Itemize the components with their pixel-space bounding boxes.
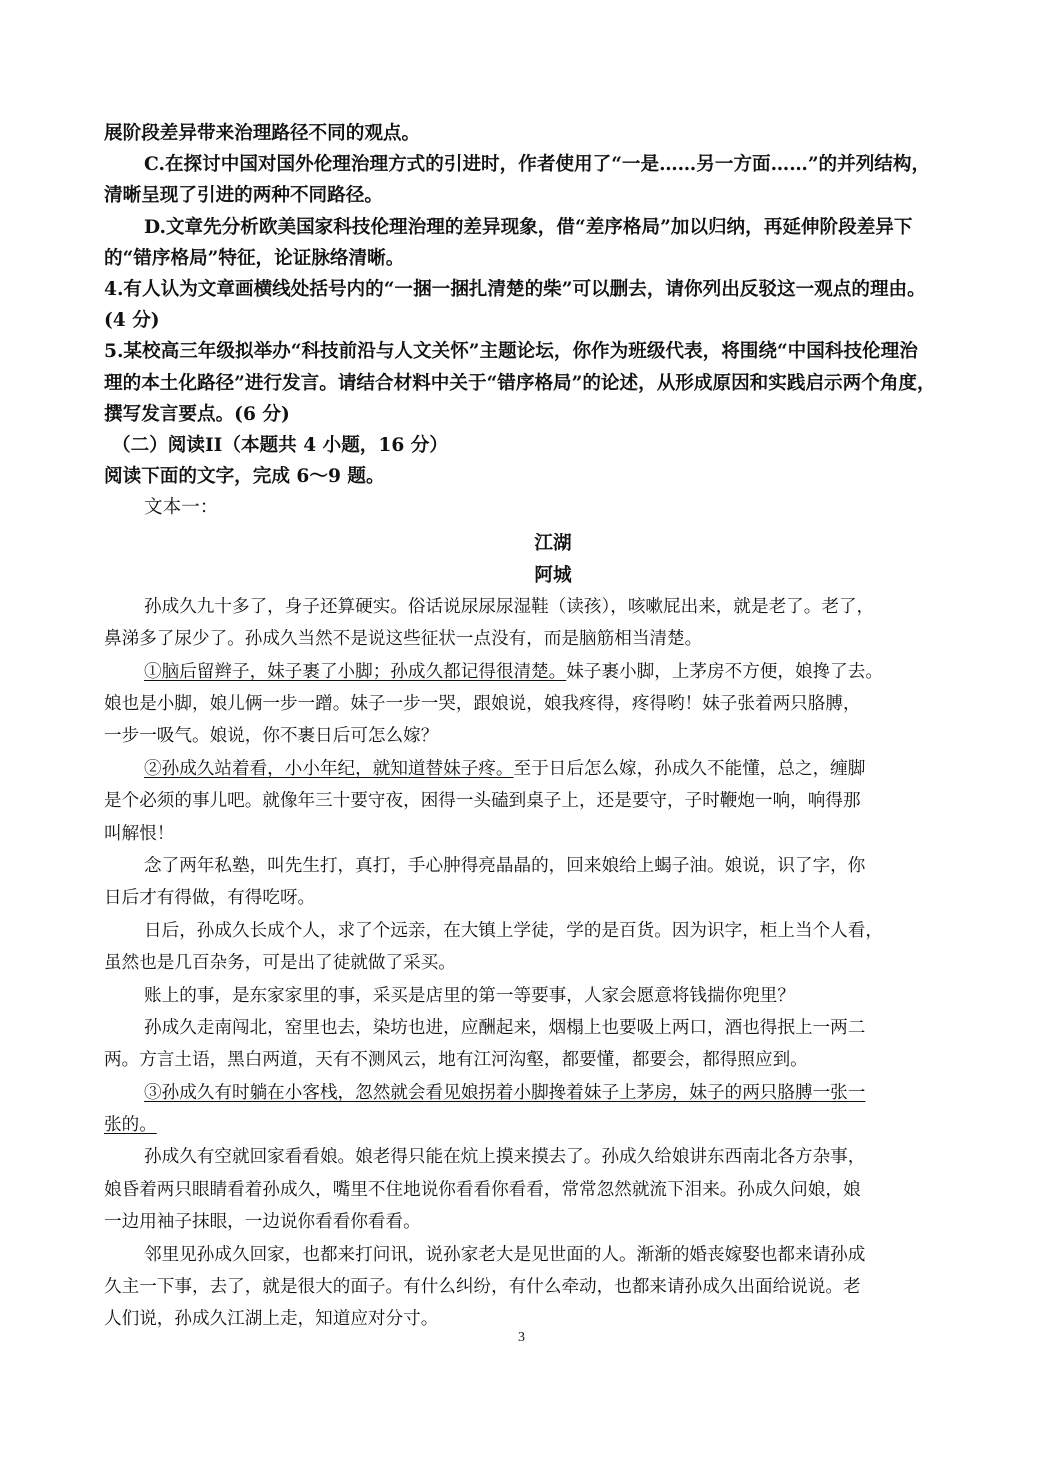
question-5-line-1: 5.某校高三年级拟举办“科技前沿与人文关怀”主题论坛，你作为班级代表，将围绕“中国科技伦理治: [104, 341, 918, 363]
paragraph-line: [104, 1077, 1002, 1109]
paragraph-line: [104, 656, 1002, 688]
paragraph-line: [104, 1109, 1002, 1141]
underlined-sentence-1: ①脑后留辫子，妹子裹了小脚；孙成久都记得很清楚。: [144, 661, 567, 682]
paragraph-line: [104, 753, 1002, 785]
option-c-line-2: 清晰呈现了引进的两种不同路径。: [104, 185, 383, 207]
paragraph-line: 孙成久有空就回家看看娘。娘老得只能在炕上摸来摸去了。孙成久给娘讲东西南北各方杂事，: [144, 1147, 866, 1168]
paragraph-line: 是个必须的事儿吧。就像年三十要守夜，困得一头磕到桌子上，还是要守，子时鞭炮一响，响得那: [104, 791, 861, 812]
paragraph-line: 一步一吸气。娘说，你不裹日后可怎么嫁？: [104, 726, 439, 747]
paragraph-line: 叫解恨！: [104, 823, 175, 844]
paragraph-line: 久主一下事，去了，就是很大的面子。有什么纠纷，有什么牵动，也都来请孙成久出面给说说。老: [104, 1277, 861, 1298]
question-4-line-2: (4 分): [104, 310, 160, 332]
story-body: [104, 591, 1002, 1336]
option-d-line-2: 的“错序格局”特征，论证脉络清晰。: [104, 247, 405, 269]
paragraph-line: 孙成久九十多了，身子还算硬实。俗话说尿尿尿湿鞋（读孩），咳嗽屁出来，就是老了。老了，: [144, 596, 875, 617]
text-label: 文本一：: [144, 497, 219, 519]
paragraph-line: 日后才有得做，有得吃呀。: [104, 888, 316, 909]
option-d-line-1: D.文章先分析欧美国家科技伦理治理的差异现象，借“差序格局”加以归纳，再延伸阶段差异下: [144, 216, 913, 238]
paragraph-line: 娘也是小脚，娘儿俩一步一蹭。妹子一步一哭，跟娘说，娘我疼得，疼得哟！妹子张着两只胳膊，: [104, 693, 861, 714]
paragraph-line: 娘昏着两只眼睛看着孙成久，嘴里不住地说你看看你看看，常常忽然就流下泪来。孙成久问娘，娘: [104, 1179, 861, 1200]
paragraph-line: 人们说，孙成久江湖上走，知道应对分寸。: [104, 1309, 439, 1330]
paragraph-line: 孙成久走南闯北，窑里也去，染坊也进，应酬起来，烟榻上也要吸上两口，酒也得抿上一两二: [144, 1017, 866, 1038]
paragraph-line: 账上的事，是东家家里的事，采买是店里的第一等要事，人家会愿意将钱揣你兜里？: [144, 985, 795, 1006]
paragraph-line: 一边用袖子抹眼，一边说你看看你看看。: [104, 1212, 421, 1233]
underlined-sentence-3-end: 张的。: [104, 1115, 157, 1136]
option-c-line-1: C.在探讨中国对国外伦理治理方式的引进时，作者使用了“一是……另一方面……”的并列结构，: [144, 154, 931, 176]
paragraph-line: 日后，孙成久长成个人，求了个远亲，在大镇上学徒，学的是百货。因为识字，柜上当个人看，: [144, 920, 883, 941]
sentence-text: 至于日后怎么嫁，孙成久不能懂，总之，缠脚: [513, 758, 866, 779]
underlined-sentence-3: ③孙成久有时躺在小客栈，忽然就会看见娘拐着小脚搀着妹子上茅房，妹子的两只胳膊一张一: [144, 1082, 866, 1103]
paragraph-line: 鼻涕多了尿少了。孙成久当然不是说这些征状一点没有，而是脑筋相当清楚。: [104, 629, 703, 650]
question-5-line-3: 撰写发言要点。(6 分): [104, 403, 290, 425]
paragraph-line: 邻里见孙成久回家，也都来打问讯，说孙家老大是见世面的人。渐渐的婚丧嫁娶也都来请孙成: [144, 1244, 866, 1265]
sentence-text: 妹子裹小脚，上茅房不方便，娘搀了去。: [566, 661, 883, 682]
reading-instruction: 阅读下面的文字，完成 6～9 题。: [104, 466, 385, 488]
paragraph-line: 两。方言土语，黑白两道，天有不测风云，地有江河沟壑，都要懂，都要会，都得照应到。: [104, 1050, 808, 1071]
option-b-continuation: 展阶段差异带来治理路径不同的观点。: [104, 123, 421, 144]
paragraph-line: 念了两年私塾，叫先生打，真打，手心肿得亮晶晶的，回来娘给上蝎子油。娘说，识了字，你: [144, 855, 866, 876]
section-heading: （二）阅读II（本题共 4 小题，16 分）: [112, 434, 448, 456]
page-number: 3: [518, 1330, 525, 1345]
paragraph-line: 虽然也是几百杂务，可是出了徒就做了采买。: [104, 953, 456, 974]
question-5-line-2: 理的本土化路径”进行发言。请结合材料中关于“错序格局”的论述，从形成原因和实践启示两个角度，: [104, 372, 936, 394]
page-content: [104, 118, 1002, 1336]
question-4-line-1: 4.有人认为文章画横线处括号内的“一捆一捆扎清楚的柴”可以删去，请你列出反驳这一观点的理由。: [104, 278, 926, 300]
underlined-sentence-2: ②孙成久站着看，小小年纪，就知道替妹子疼。: [144, 758, 514, 779]
story-author: 阿城: [534, 564, 572, 586]
story-title: 江湖: [534, 533, 572, 555]
